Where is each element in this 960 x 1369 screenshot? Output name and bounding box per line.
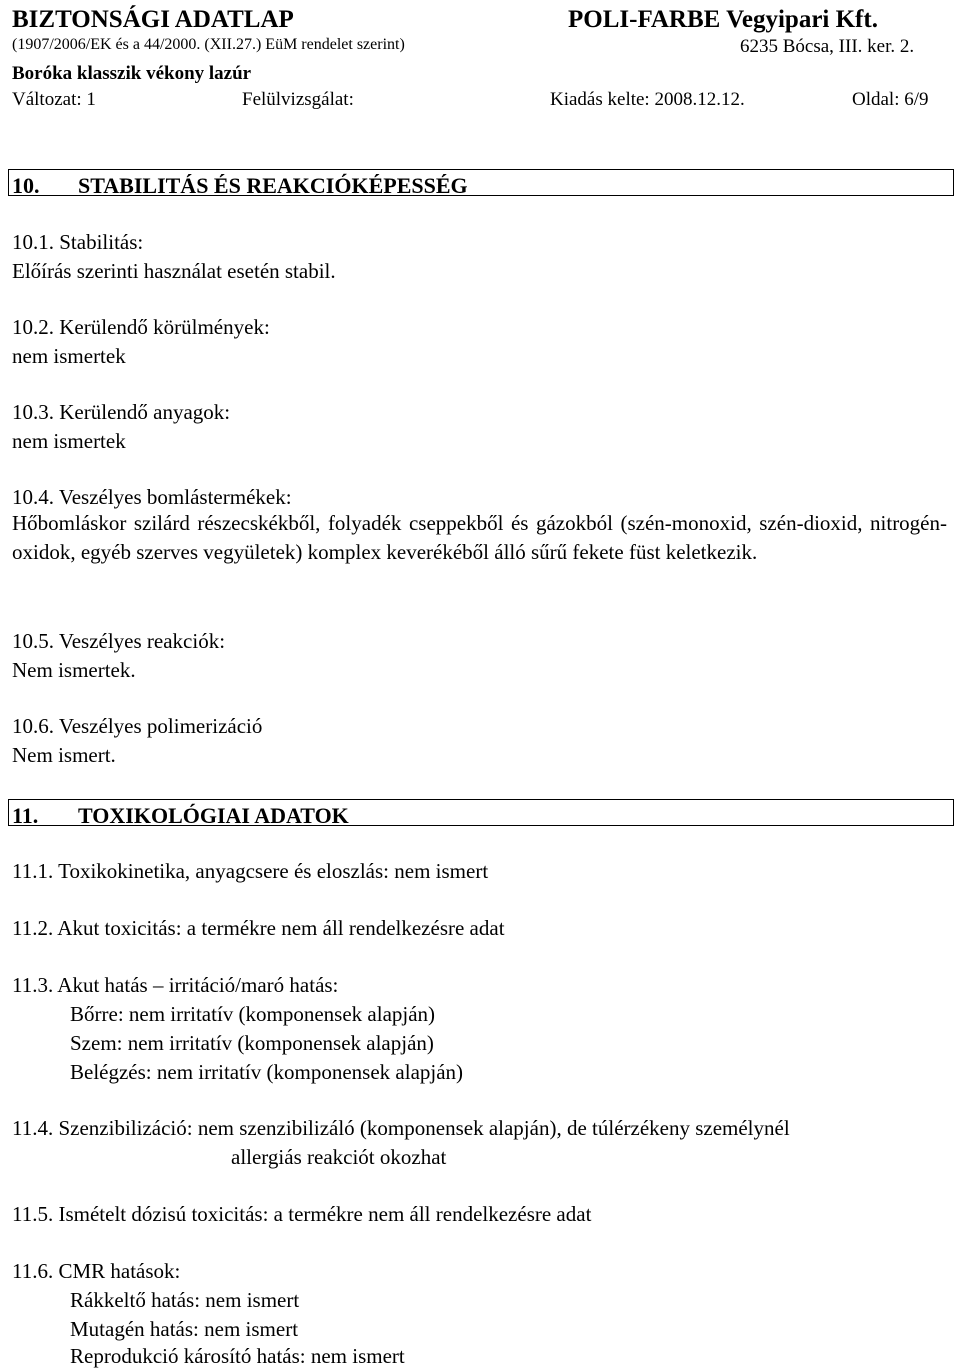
subsection-10-1-text: Előírás szerinti használat esetén stabil. [12,259,336,283]
subsection-11-2: 11.2. Akut toxicitás: a termékre nem áll rendelkezésre adat [12,916,505,940]
subsection-10-4-text: Hőbomláskor szilárd részecskékből, folyadék cseppekből és gázokból (szén-monoxid, szén-dioxid, nitrogén-oxidok, egyéb szerves vegyületek) komplex keverékéből álló sűrű fekete füst keletkezik. [12,511,947,564]
subsection-11-3-title: 11.3. Akut hatás – irritáció/maró hatás: [12,973,339,997]
section-11-header [8,799,954,826]
issue-date: Kiadás kelte: 2008.12.12. [550,89,745,110]
subsection-10-1-title: 10.1. Stabilitás: [12,230,144,254]
subsection-11-6-mutagenic: Mutagén hatás: nem ismert [70,1317,299,1341]
subsection-11-3-inhalation: Belégzés: nem irritatív (komponensek alapján) [70,1060,464,1084]
product-name: Boróka klasszik vékony lazúr [12,63,252,84]
subsection-11-3-skin: Bőrre: nem irritatív (komponensek alapján) [70,1002,436,1026]
version: Változat: 1 [12,89,96,110]
subsection-10-3-text: nem ismertek [12,429,126,453]
subsection-11-4-line2: allergiás reakciót okozhat [231,1145,447,1169]
document-title: BIZTONSÁGI ADATLAP [12,6,294,33]
subsection-11-4-line1: 11.4. Szenzibilizáció: nem szenzibilizáló (komponensek alapján), de túlérzékeny személynél [12,1116,790,1140]
subsection-11-1: 11.1. Toxikokinetika, anyagcsere és eloszlás: nem ismert [12,859,489,883]
subsection-10-6-text: Nem ismert. [12,743,116,767]
section-10-header [8,169,954,196]
subsection-10-3-title: 10.3. Kerülendő anyagok: [12,400,231,424]
page-number: Oldal: 6/9 [852,89,929,110]
section-11-title: TOXIKOLÓGIAI ADATOK [78,803,349,828]
subsection-10-2-text: nem ismertek [12,344,126,368]
subsection-11-6-reproductive: Reprodukció károsító hatás: nem ismert [70,1344,405,1368]
section-10-title: STABILITÁS ÉS REAKCIÓKÉPESSÉG [78,173,468,198]
section-10-number: 10. [12,173,40,198]
subsection-10-5-text: Nem ismertek. [12,658,136,682]
subsection-10-4-title: 10.4. Veszélyes bomlástermékek: [12,485,292,509]
subsection-11-5: 11.5. Ismételt dózisú toxicitás: a termékre nem áll rendelkezésre adat [12,1202,592,1226]
subsection-11-6-title: 11.6. CMR hatások: [12,1259,181,1283]
regulation-reference: (1907/2006/EK és a 44/2000. (XII.27.) EüM rendelet szerint) [12,36,405,53]
subsection-10-2-title: 10.2. Kerülendő körülmények: [12,315,270,339]
company-address: 6235 Bócsa, III. ker. 2. [740,36,915,57]
subsection-11-6-carcinogenic: Rákkeltő hatás: nem ismert [70,1288,300,1312]
subsection-11-3-eye: Szem: nem irritatív (komponensek alapján) [70,1031,434,1055]
subsection-10-5-title: 10.5. Veszélyes reakciók: [12,629,226,653]
subsection-10-6-title: 10.6. Veszélyes polimerizáció [12,714,263,738]
section-11-number: 11. [12,803,39,828]
company-name: POLI-FARBE Vegyipari Kft. [568,6,878,33]
revision: Felülvizsgálat: [242,89,354,110]
